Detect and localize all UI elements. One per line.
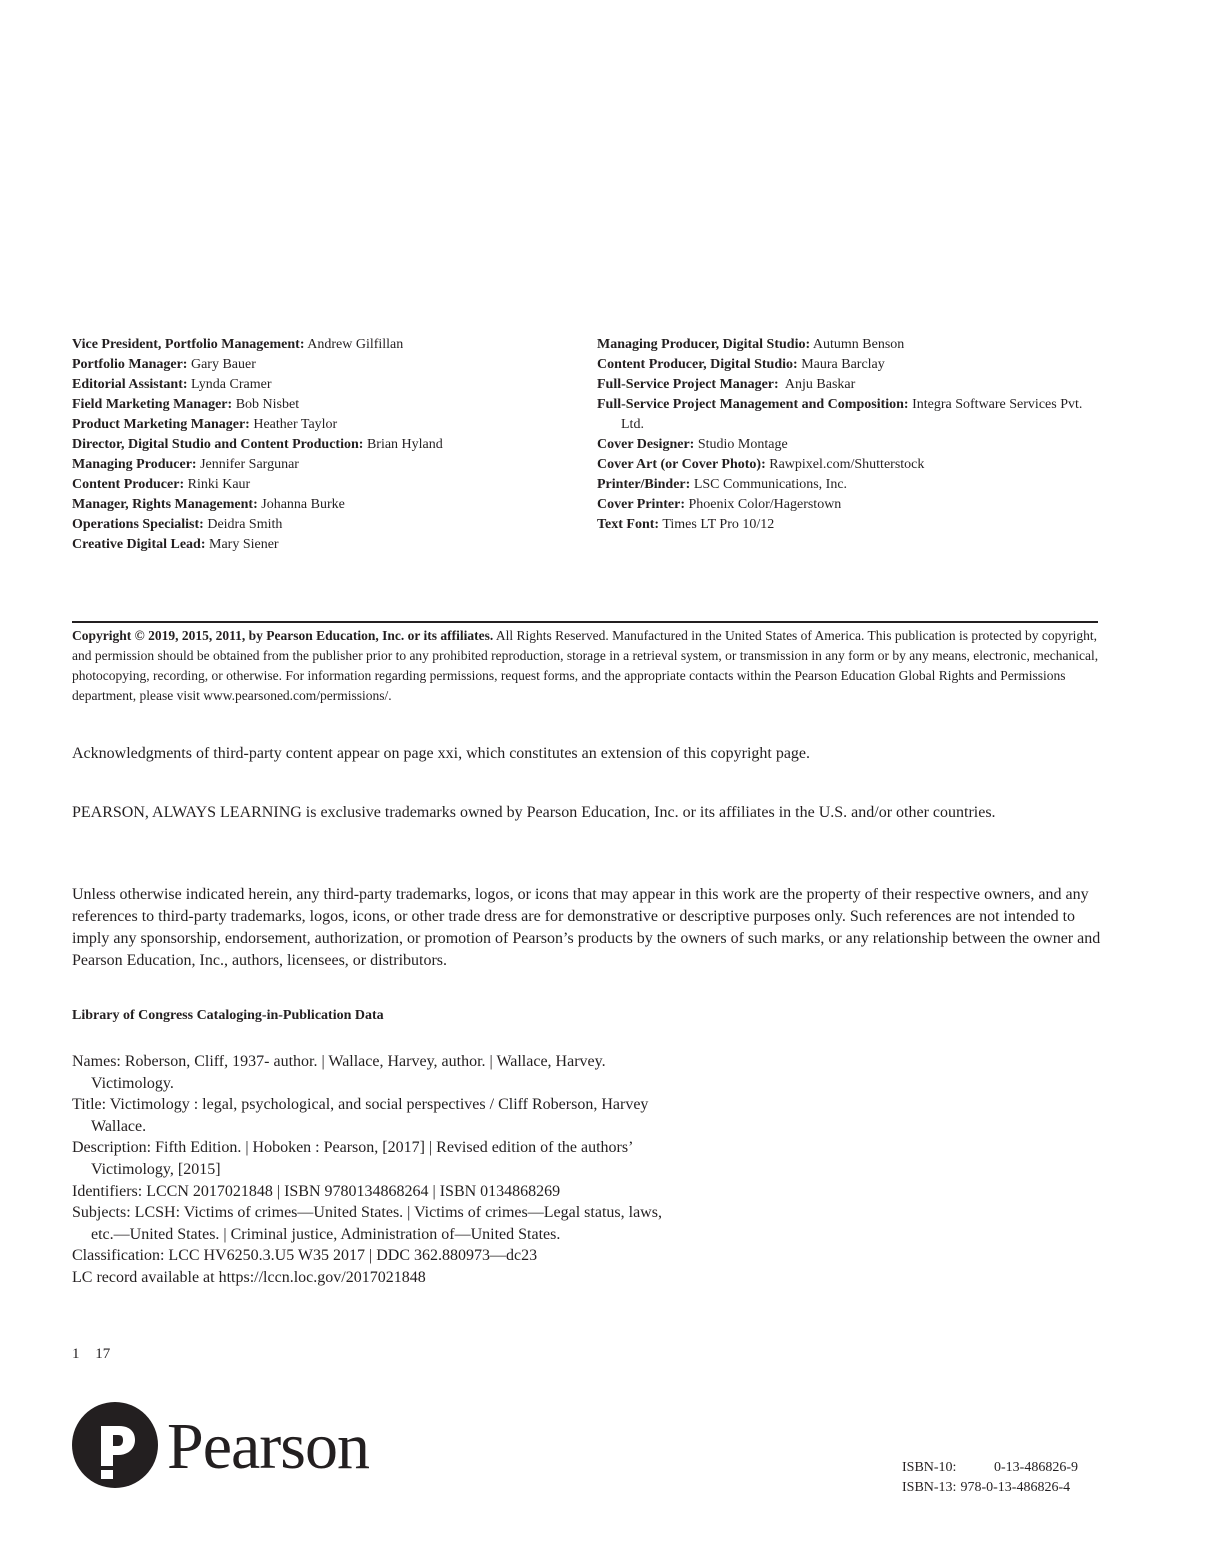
credit-line: [72, 475, 582, 495]
credit-role: Product Marketing Manager:: [72, 417, 250, 432]
third-party-paragraph: Unless otherwise indicated herein, any third-party trademarks, logos, or icons that may appear in this work are the property of their respective owners, and any references to third-party trademarks, logos, icons, or other trade dress are for demonstrative or descriptive purposes only. Such references are not intended to imply any sponsorship, endorsement, authorization, or promotion of Pearson’s products by the owners of such marks, or any relationship between the owner and Pearson Education, Inc., authors, licensees, or distributors.: [72, 886, 1101, 969]
credit-line: [597, 395, 1097, 435]
credit-line: [597, 335, 1097, 355]
credit-line: [597, 375, 1097, 395]
pearson-logo: [71, 1400, 391, 1494]
credits-left-column: [72, 335, 582, 555]
copyright-text: All Rights Reserved. Manufactured in the United States of America. This publication is protected by copyright, and permission should be obtained from the publisher prior to any prohibited reproduction, storage in a retrieval system, or transmission in any form or by any means, electronic, mechanical, photocopying, recording, or otherwise. For information regarding permissions, request forms, and the appropriate contacts within the Pearson Education Global Rights and Permissions department, please visit www.pearsoned.com/permissions/.: [72, 628, 1099, 703]
credit-line: [72, 535, 582, 555]
copyright-lead: Copyright © 2019, 2015, 2011, by Pearson Education, Inc. or its affiliates.: [72, 628, 494, 643]
credit-name: Gary Bauer: [190, 357, 256, 372]
credit-line: [72, 515, 582, 535]
isbn-10-value: 0-13-486826-9: [994, 1460, 1078, 1475]
credit-name: Maura Barclay: [801, 357, 885, 372]
credit-role: Content Producer:: [72, 477, 185, 492]
cip-data-block: [72, 1051, 672, 1289]
credit-name: Deidra Smith: [207, 517, 283, 532]
credit-name: Brian Hyland: [366, 437, 443, 452]
credit-line: [72, 375, 582, 395]
credit-role: Creative Digital Lead:: [72, 537, 206, 552]
credit-line: [597, 355, 1097, 375]
credit-line: [597, 475, 1097, 495]
credit-name: Phoenix Color/Hagerstown: [688, 497, 842, 512]
credit-role: Managing Producer, Digital Studio:: [597, 337, 811, 352]
isbn-13-label: ISBN-13:: [902, 1480, 957, 1495]
credit-name: Bob Nisbet: [235, 397, 300, 412]
credit-role: Managing Producer:: [72, 457, 197, 472]
credit-name: Lynda Cramer: [191, 377, 272, 392]
isbn-block: [902, 1458, 1078, 1498]
credit-line: [597, 495, 1097, 515]
cip-classification: Classification: LCC HV6250.3.U5 W35 2017 | DDC 362.880973—dc23: [72, 1247, 538, 1265]
credits-right-column: [597, 335, 1097, 535]
credit-line: [72, 495, 582, 515]
credit-name: Jennifer Sargunar: [200, 457, 299, 472]
trademark-paragraph: PEARSON, ALWAYS LEARNING is exclusive trademarks owned by Pearson Education, Inc. or its affiliates in the U.S. and/or other countries.: [72, 804, 996, 821]
cip-description: Description: Fifth Edition. | Hoboken : Pearson, [2017] | Revised edition of the authors’ Victimology, [2015]: [72, 1139, 633, 1178]
credit-name: Integra Software Services Pvt. Ltd.: [621, 397, 1083, 432]
cip-identifiers: Identifiers: LCCN 2017021848 | ISBN 9780134868264 | ISBN 0134868269: [72, 1182, 561, 1200]
cip-lc-record: LC record available at https://lccn.loc.gov/2017021848: [72, 1268, 426, 1286]
pearson-wordmark: Pearson: [167, 1410, 369, 1483]
credit-name: Anju Baskar: [782, 377, 856, 392]
credit-role: Field Marketing Manager:: [72, 397, 233, 412]
credit-name: Heather Taylor: [253, 417, 338, 432]
credit-line: [597, 435, 1097, 455]
credit-role: Cover Printer:: [597, 497, 685, 512]
isbn-13-row: [902, 1478, 1078, 1498]
credit-role: Cover Designer:: [597, 437, 695, 452]
horizontal-divider: [72, 621, 1098, 623]
cip-title: Title: Victimology : legal, psychological, and social perspectives / Cliff Roberson, Harvey Wallace.: [72, 1096, 649, 1135]
credit-line: [72, 435, 582, 455]
credit-line: [72, 355, 582, 375]
credit-name: Andrew Gilfillan: [307, 337, 404, 352]
cip-heading: Library of Congress Cataloging-in-Publication Data: [72, 1008, 384, 1023]
credit-name: Rinki Kaur: [187, 477, 251, 492]
acknowledgments-paragraph: Acknowledgments of third-party content appear on page xxi, which constitutes an extension of this copyright page.: [72, 745, 811, 762]
print-line: 1 17: [72, 1346, 111, 1362]
credit-role: Text Font:: [597, 517, 660, 532]
credit-role: Vice President, Portfolio Management:: [72, 337, 305, 352]
cip-subjects: Subjects: LCSH: Victims of crimes—United States. | Victims of crimes—Legal status, laws, etc.—United States. | Criminal justice, Administration of—United States.: [72, 1204, 662, 1243]
credit-name: Times LT Pro 10/12: [662, 517, 775, 532]
isbn-10-label: ISBN-10:: [902, 1460, 957, 1475]
credit-role: Full-Service Project Manager:: [597, 377, 779, 392]
credit-name: Autumn Benson: [812, 337, 905, 352]
credit-role: Editorial Assistant:: [72, 377, 188, 392]
copyright-notice: [72, 626, 1102, 706]
credit-line: [72, 395, 582, 415]
isbn-10-row: [902, 1458, 1078, 1478]
credit-name: Studio Montage: [697, 437, 788, 452]
credit-line: [597, 455, 1097, 475]
credit-role: Full-Service Project Management and Composition:: [597, 397, 909, 412]
credit-line: [72, 455, 582, 475]
pearson-p-icon: [71, 1400, 159, 1490]
credit-line: [72, 335, 582, 355]
credit-role: Portfolio Manager:: [72, 357, 188, 372]
credit-role: Cover Art (or Cover Photo):: [597, 457, 766, 472]
credit-role: Printer/Binder:: [597, 477, 691, 492]
credit-role: Content Producer, Digital Studio:: [597, 357, 798, 372]
credit-role: Operations Specialist:: [72, 517, 204, 532]
credit-line: [597, 515, 1097, 535]
credit-name: Johanna Burke: [261, 497, 345, 512]
credit-line: [72, 415, 582, 435]
credit-name: Mary Siener: [209, 537, 279, 552]
isbn-13-value: 978-0-13-486826-4: [960, 1480, 1071, 1495]
cip-names: Names: Roberson, Cliff, 1937- author. | Wallace, Harvey, author. | Wallace, Harvey. Victimology.: [72, 1053, 606, 1092]
credit-role: Manager, Rights Management:: [72, 497, 258, 512]
credit-role: Director, Digital Studio and Content Production:: [72, 437, 364, 452]
credit-name: Rawpixel.com/Shutterstock: [769, 457, 925, 472]
credit-name: LSC Communications, Inc.: [693, 477, 848, 492]
